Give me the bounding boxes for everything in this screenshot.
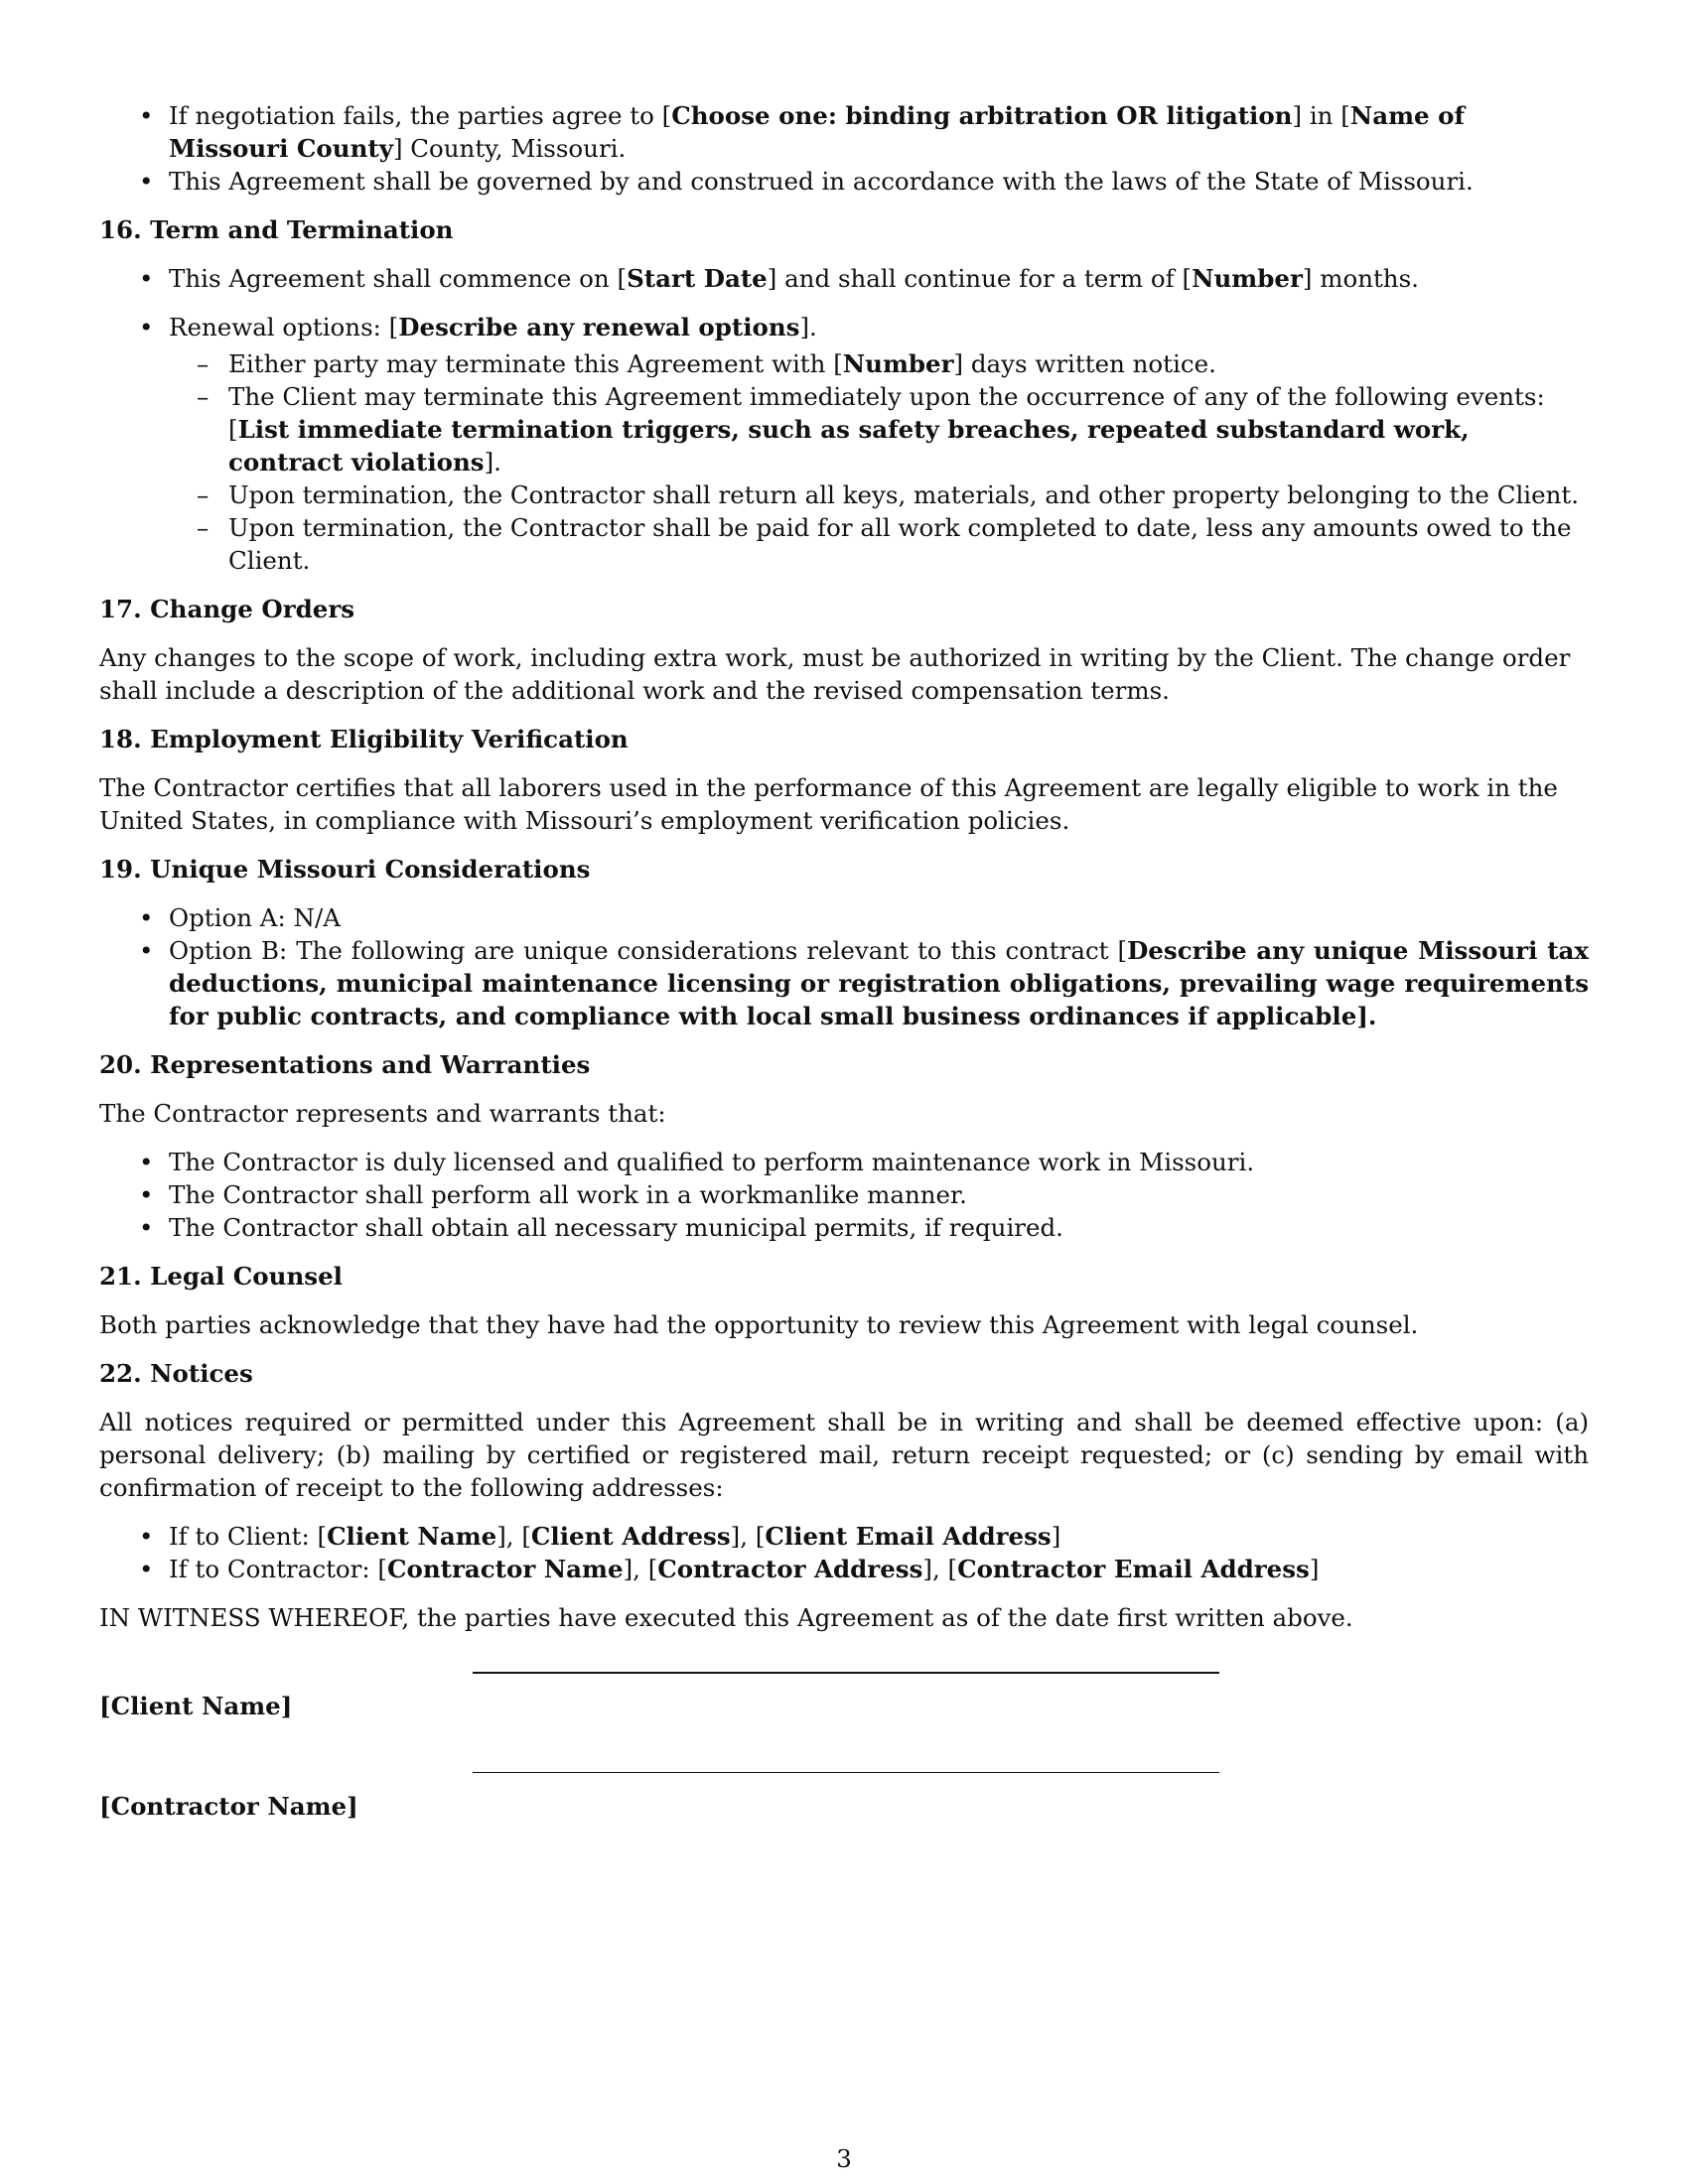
item-text: Option A: N/A <box>169 903 341 932</box>
sub-list-item <box>99 511 1589 577</box>
section-18 <box>99 723 1589 837</box>
item-text: ]. <box>799 313 817 341</box>
section-21 <box>99 1260 1589 1341</box>
section-heading: 17. Change Orders <box>99 595 355 623</box>
section-heading: 16. Term and Termination <box>99 215 454 244</box>
placeholder-text: Client Name <box>327 1522 497 1551</box>
dispute-resolution-list <box>99 99 1589 198</box>
list-item <box>99 262 1589 295</box>
item-text: [ <box>1340 101 1350 130</box>
list-item <box>99 1520 1589 1553</box>
placeholder-text: Client Email Address <box>765 1522 1052 1551</box>
item-text: ] months. <box>1302 264 1419 293</box>
witness-clause: IN WITNESS WHEREOF, the parties have executed this Agreement as of the date first written above. <box>99 1603 1353 1632</box>
item-text: ] days written notice. <box>953 349 1216 378</box>
item-text: This Agreement shall be governed by and construed in accordance with the laws of the State of Missouri. <box>169 167 1474 196</box>
placeholder-text: Number <box>842 349 954 378</box>
document-page <box>99 99 1597 1888</box>
item-text: The Contractor shall obtain all necessary municipal permits, if required. <box>169 1213 1063 1242</box>
section-body: All notices required or permitted under this Agreement shall be in writing and shall be deemed effective upon: (a) personal delivery; (b) mailing by certified or registered mail, return receipt requested; or (c) sending by email with confirmation of receipt to the following addresses: <box>99 1408 1597 1502</box>
list-item <box>99 934 1589 1032</box>
placeholder-text: Choose one: binding arbitration OR litigation <box>671 101 1293 130</box>
section-heading: 19. Unique Missouri Considerations <box>99 855 591 884</box>
item-text: If to Client: [ <box>169 1522 328 1551</box>
client-signature-name: [Client Name] <box>99 1692 293 1720</box>
section-heading: 22. Notices <box>99 1359 253 1388</box>
placeholder-text: Client Address <box>530 1522 731 1551</box>
list-item <box>99 99 1589 165</box>
section-20 <box>99 1048 1589 1244</box>
contractor-signature-name: [Contractor Name] <box>99 1792 358 1821</box>
section-body: Any changes to the scope of work, including extra work, must be authorized in writing by the Client. The change order shall include a description of the additional work and the revised compensation terms. <box>99 643 1579 705</box>
list-item <box>99 901 1589 934</box>
list-item <box>99 1211 1589 1244</box>
item-text: ], [ <box>730 1522 766 1551</box>
item-text: ] <box>1309 1555 1320 1583</box>
item-text: ] and shall continue for a term of [ <box>767 264 1193 293</box>
placeholder-text: ]. <box>1356 1002 1377 1030</box>
list-item <box>99 165 1589 198</box>
placeholder-text: Name of Missouri County <box>169 101 1465 163</box>
item-text: Upon termination, the Contractor shall return all keys, materials, and other property belonging to the Client. <box>228 480 1580 509</box>
item-text: The Contractor shall perform all work in a workmanlike manner. <box>169 1180 967 1209</box>
considerations-list <box>99 901 1589 1032</box>
warranties-list <box>99 1146 1589 1244</box>
item-text: This Agreement shall commence on [ <box>169 264 628 293</box>
section-heading: 18. Employment Eligibility Verification <box>99 725 629 753</box>
signature-block <box>99 1650 1589 1888</box>
sub-list-item <box>99 347 1589 380</box>
item-text: Option B: The following are unique considerations relevant to this contract [ <box>169 936 1128 965</box>
section-19 <box>99 853 1589 1032</box>
list-item <box>99 1146 1589 1178</box>
placeholder-text: Contractor Email Address <box>957 1555 1310 1583</box>
section-22 <box>99 1357 1597 1585</box>
client-signature-line <box>473 1672 1219 1674</box>
item-text: The Contractor is duly licensed and qualified to perform maintenance work in Missouri. <box>169 1148 1255 1176</box>
item-text: ], [ <box>496 1522 531 1551</box>
item-text: Upon termination, the Contractor shall be paid for all work completed to date, less any amounts owed to the Client. <box>228 513 1572 575</box>
notice-addresses-list <box>99 1520 1589 1585</box>
page-number: 3 <box>836 2144 852 2173</box>
sub-list-item <box>99 478 1589 511</box>
term-list <box>99 262 1589 343</box>
placeholder-text: Contractor Name <box>387 1555 624 1583</box>
item-text: ], [ <box>623 1555 658 1583</box>
sub-list-item <box>99 380 1589 478</box>
item-text: [ <box>661 101 672 130</box>
item-text: If negotiation fails, the parties agree to <box>169 101 662 130</box>
item-text: ] <box>1051 1522 1061 1551</box>
section-heading: 20. Representations and Warranties <box>99 1050 591 1079</box>
item-text: The Client may terminate this Agreement immediately upon the occurrence of any of the following events: [ <box>228 382 1545 444</box>
placeholder-text: Start Date <box>627 264 768 293</box>
section-body: Both parties acknowledge that they have had the opportunity to review this Agreement with legal counsel. <box>99 1310 1419 1339</box>
termination-sublist <box>99 347 1589 577</box>
item-text: Either party may terminate this Agreement with [ <box>228 349 843 378</box>
item-text: ] County, Missouri. <box>392 134 627 163</box>
placeholder-text: Describe any renewal options <box>398 313 800 341</box>
item-text: Renewal options: [ <box>169 313 399 341</box>
item-text: If to Contractor: [ <box>169 1555 387 1583</box>
placeholder-text: Contractor Address <box>657 1555 923 1583</box>
section-heading: 21. Legal Counsel <box>99 1262 343 1291</box>
placeholder-text: List immediate termination triggers, such as safety breaches, repeated substandard work, contract violations <box>228 415 1470 477</box>
placeholder-text: Number <box>1192 264 1303 293</box>
placeholder-text: Describe any unique Missouri tax deductions, municipal maintenance licensing or registration obligations, prevailing wage requirements for public contracts, and compliance with local small business ordinances if applicable <box>169 936 1589 1030</box>
section-intro: The Contractor represents and warrants that: <box>99 1099 666 1128</box>
item-text: ], [ <box>922 1555 958 1583</box>
section-16 <box>99 213 1589 577</box>
item-text: ] in <box>1292 101 1341 130</box>
list-item <box>99 1553 1589 1585</box>
section-body: The Contractor certifies that all laborers used in the performance of this Agreement are legally eligible to work in the United States, in compliance with Missouri’s employment verification policies. <box>99 773 1566 835</box>
item-text: ]. <box>484 448 501 477</box>
contractor-signature-line <box>473 1772 1219 1773</box>
list-item <box>99 1178 1589 1211</box>
list-item <box>99 311 1589 343</box>
section-17 <box>99 593 1589 707</box>
